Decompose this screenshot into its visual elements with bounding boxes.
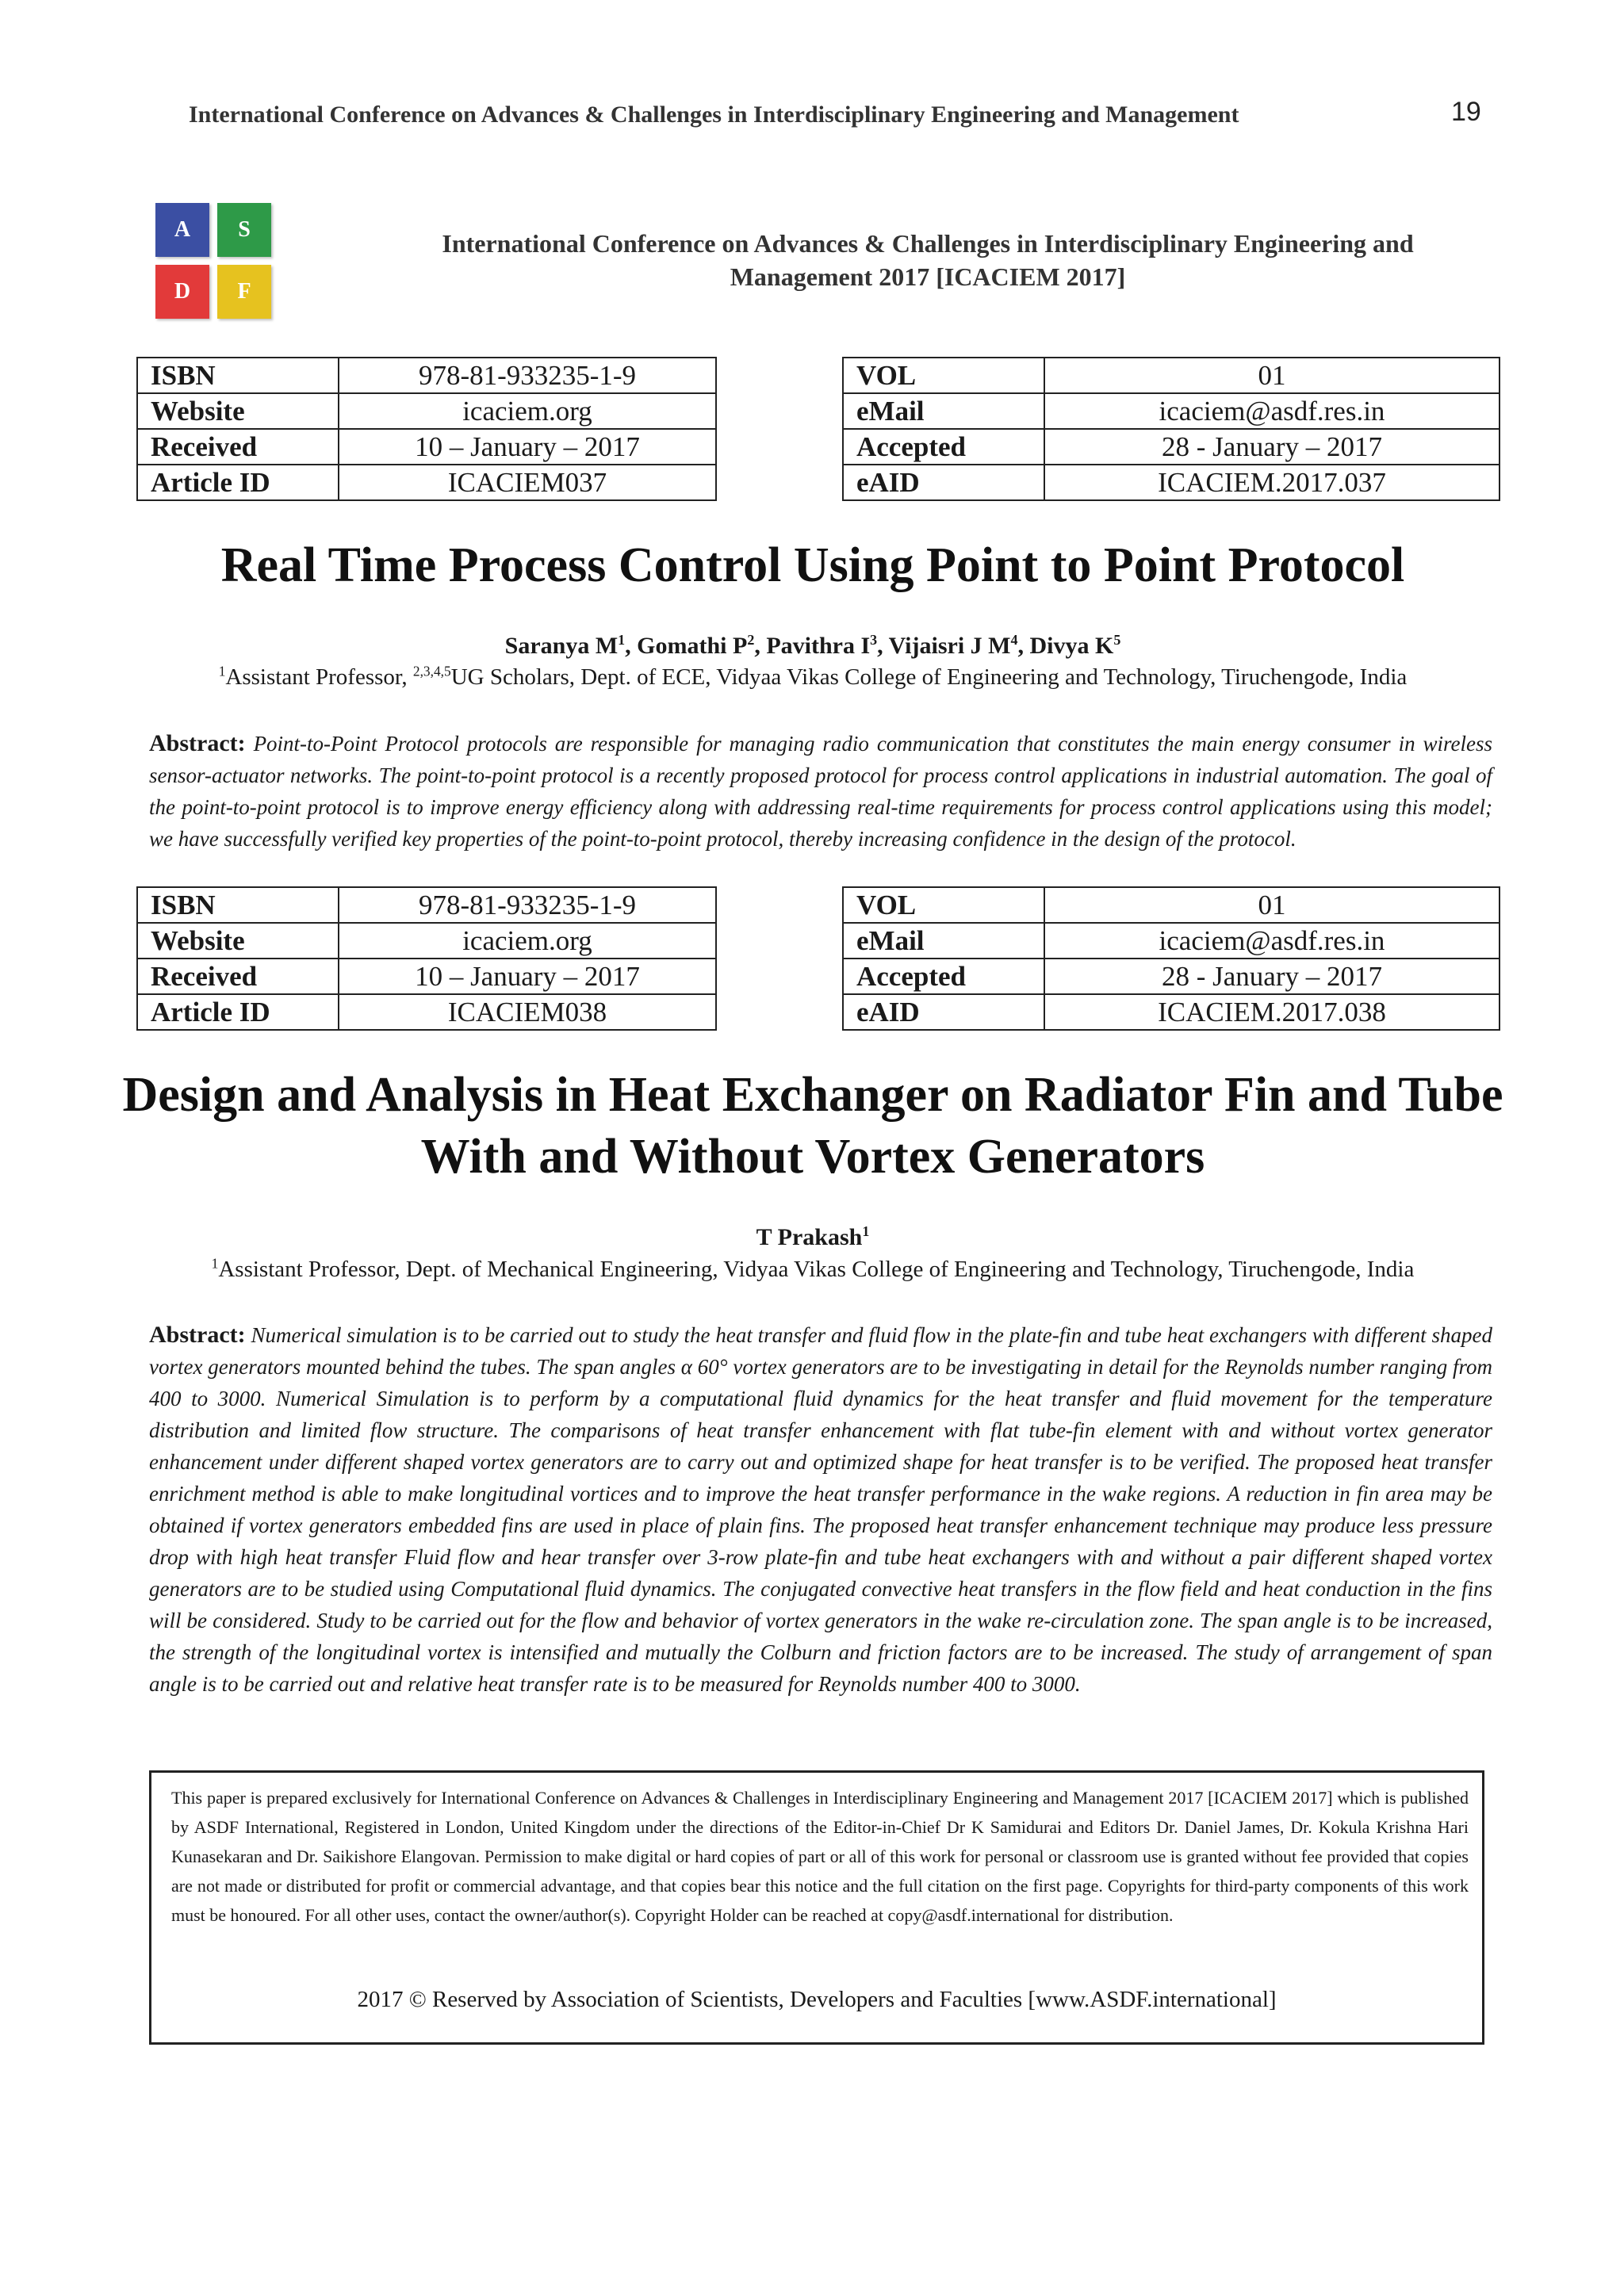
table-row (843, 465, 1500, 500)
table-row (843, 358, 1500, 393)
logo-cell-f: F (217, 265, 271, 319)
author-name: T Prakash (756, 1224, 863, 1250)
affil-sup: 1 (218, 663, 226, 679)
meta-key: Website (137, 393, 339, 429)
paper1-title: Real Time Process Control Using Point to Point Protocol (220, 538, 1405, 592)
meta-key: Article ID (137, 994, 339, 1030)
abstract-text: Point-to-Point Protocol protocols are responsible for managing radio communication that constitutes the main energy consumer in wireless sensor-actuator networks. The point-to-point protocol is a recently proposed protocol for process control applications in industrial automation. The goal of the point-to-point protocol is to improve energy efficiency along with addressing real-time requirements for process control applications using this model; we have successfully verified key properties of the point-to-point protocol, thereby increasing confidence in the design of the protocol. (149, 732, 1493, 851)
author-sup: 1 (862, 1223, 870, 1239)
table-row (843, 959, 1500, 994)
table-row (137, 465, 716, 500)
meta-key: Accepted (843, 429, 1044, 465)
running-header: International Conference on Advances & Challenges in Interdisciplinary Engineering and Management (189, 101, 1239, 128)
meta-value: icaciem.org (339, 393, 716, 429)
paper2-title: Design and Analysis in Heat Exchanger on Radiator Fin and Tube With and Without Vortex Generators (122, 1068, 1503, 1184)
meta-value: ICACIEM037 (339, 465, 716, 500)
author-name: Vijaisri J M (888, 633, 1011, 659)
affil-text: Assistant Professor, (225, 664, 413, 690)
paper2-meta-left (136, 886, 717, 1031)
meta-key: ISBN (137, 358, 339, 393)
paper1-affiliation (103, 664, 1522, 691)
abstract-text: Numerical simulation is to be carried out to study the heat transfer and fluid flow in the plate-fin and tube heat exchangers with different shaped vortex generators mounted behind the tubes. The span angles α 60° vortex generators are to be investigating in detail for the Reynolds number ranging from 400 to 3000. Numerical Simulation is to perform by a computational fluid dynamics for the heat transfer and fluid movement for the temperature distribution and limited flow structure. The comparisons of heat transfer enhancement with flat tube-fin element with and without vortex generator enhancement under different shaped vortex generators are to carry out and optimized shape for heat transfer is to be verified. The proposed heat transfer enrichment method is able to make longitudinal vortices and to improve the heat transfer performance in the wake regions. A reduction in fin area may be obtained if vortex generators embedded fins are used in place of plain fins. The proposed heat transfer enhancement technique may produce less pressure drop with high heat transfer Fluid flow and hear transfer over 3-row plate-fin and tube heat exchangers with and without a pair different shaped vortex generators are to be studied using Computational fluid dynamics. The conjugated convective heat transfers in the flow field and heat conduction in the fins will be considered. Study to be carried out for the flow and behavior of vortex generators in the wake re-circulation zone. The span angle is to be increased, the strength of the longitudinal vortex is intensified and mutually the Colburn and friction factors are to be increased. The study of arrangement of span angle is to be carried out and relative heat transfer rate is to be measured for Reynolds number 400 to 3000. (149, 1323, 1492, 1696)
paper2-abstract (149, 1319, 1492, 1700)
table-row (137, 358, 716, 393)
meta-key: eMail (843, 393, 1044, 429)
paper1-meta-left (136, 357, 717, 501)
table-row (843, 994, 1500, 1030)
meta-value: 28 - January – 2017 (1044, 429, 1500, 465)
meta-key: eAID (843, 994, 1044, 1030)
paper2-meta-right (842, 886, 1500, 1031)
abstract-label: Abstract: (149, 730, 246, 756)
logo-cell-a: A (155, 203, 209, 257)
author-sup: 4 (1010, 632, 1018, 648)
meta-value: icaciem@asdf.res.in (1044, 393, 1500, 429)
table-row (137, 429, 716, 465)
meta-key: Accepted (843, 959, 1044, 994)
paper1-abstract (149, 728, 1492, 855)
conference-title: International Conference on Advances & Challenges in Interdisciplinary Engineering and Management 2017 [ICACIEM 2017] (442, 229, 1414, 291)
table-row (137, 887, 716, 923)
table-row (843, 923, 1500, 959)
meta-key: VOL (843, 887, 1044, 923)
meta-value: 10 – January – 2017 (339, 959, 716, 994)
author-sup: 5 (1113, 632, 1121, 648)
paper1-authors: Saranya $M^1$, Gomathi $P^2$, Pavithra $I^3$, Vijaisri J $M^4$, Divya $K^5$ (504, 632, 1121, 659)
author-sup: 1 (618, 632, 626, 648)
affil-text: UG Scholars, Dept. of ECE, Vidyaa Vikas College of Engineering and Technology, Tiruchengode, India (450, 664, 1408, 690)
table-row (843, 393, 1500, 429)
copyright-reserved: 2017 © Reserved by Association of Scientists, Developers and Faculties [www.ASDF.international] (357, 1987, 1277, 2012)
copyright-notice: This paper is prepared exclusively for International Conference on Advances & Challenges in Interdisciplinary Engineering and Management 2017 [ICACIEM 2017] which is published by ASDF International, Registered in London, United Kingdom under the directions of the Editor-in-Chief Dr K Samidurai and Editors Dr. Daniel James, Dr. Kokula Krishna Hari Kunasekaran and Dr. Saikishore Elangovan. Permission to make digital or hard copies of part or all of this work for personal or classroom use is granted without fee provided that copies are not made or distributed for profit or commercial advantage, and that copies bear this notice and the full citation on the first page. Copyrights for third-party components of this work must be honoured. For all other uses, contact the owner/author(s). Copyright Holder can be reached at copy@asdf.international for distribution. (171, 1788, 1469, 1925)
paper1-meta-right (842, 357, 1500, 501)
meta-key: ISBN (137, 887, 339, 923)
meta-value: ICACIEM038 (339, 994, 716, 1030)
meta-value: icaciem.org (339, 923, 716, 959)
meta-value: 978-81-933235-1-9 (339, 887, 716, 923)
meta-value: 01 (1044, 358, 1500, 393)
meta-value: ICACIEM.2017.037 (1044, 465, 1500, 500)
table-row (137, 994, 716, 1030)
author-name: Gomathi P (637, 633, 748, 659)
meta-value: ICACIEM.2017.038 (1044, 994, 1500, 1030)
table-row (843, 429, 1500, 465)
abstract-label: Abstract: (149, 1322, 246, 1348)
author-sup: 3 (870, 632, 878, 648)
meta-value: 01 (1044, 887, 1500, 923)
logo-cell-d: D (155, 265, 209, 319)
meta-key: Received (137, 429, 339, 465)
meta-key: VOL (843, 358, 1044, 393)
page-number: 19 (1451, 97, 1481, 127)
table-row (843, 887, 1500, 923)
paper2-authors (103, 1224, 1522, 1251)
affil-sup: 1 (211, 1255, 219, 1272)
affil-text: Assistant Professor, Dept. of Mechanical Engineering, Vidyaa Vikas College of Engineering and Technology, Tiruchengode, India (218, 1257, 1415, 1282)
meta-key: Website (137, 923, 339, 959)
meta-value: 978-81-933235-1-9 (339, 358, 716, 393)
meta-key: eAID (843, 465, 1044, 500)
author-name: Pavithra I (766, 633, 871, 659)
affil-sup: 2,3,4,5 (412, 663, 451, 679)
author-name: Saranya M (504, 633, 619, 659)
table-row (137, 923, 716, 959)
meta-value: 10 – January – 2017 (339, 429, 716, 465)
author-sup: 2 (747, 632, 755, 648)
meta-value: icaciem@asdf.res.in (1044, 923, 1500, 959)
meta-value: 28 - January – 2017 (1044, 959, 1500, 994)
asdf-logo (155, 203, 273, 320)
meta-key: Received (137, 959, 339, 994)
meta-key: Article ID (137, 465, 339, 500)
table-row (137, 959, 716, 994)
table-row (137, 393, 716, 429)
paper2-affiliation (103, 1257, 1522, 1283)
author-name: Divya K (1029, 633, 1114, 659)
logo-cell-s: S (217, 203, 271, 257)
meta-key: eMail (843, 923, 1044, 959)
